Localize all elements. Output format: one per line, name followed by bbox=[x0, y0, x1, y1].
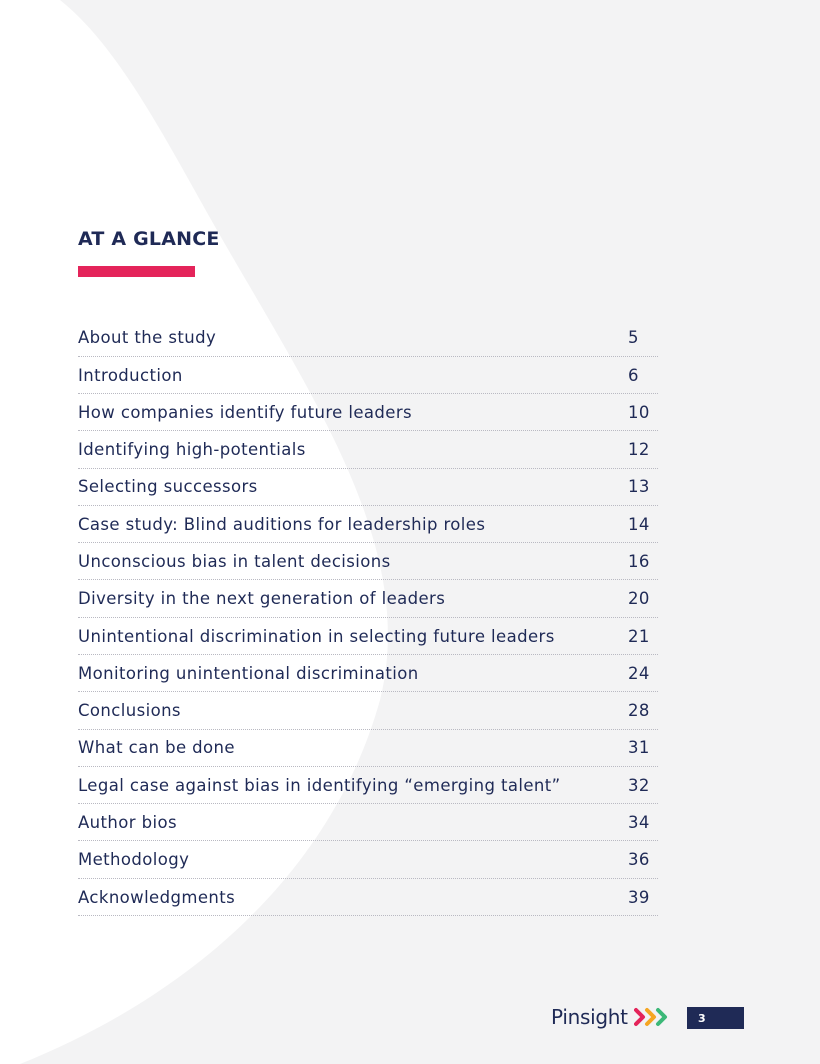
toc-entry-page: 32 bbox=[628, 775, 650, 795]
toc-entry-title: Unconscious bias in talent decisions bbox=[78, 552, 391, 572]
toc-entry[interactable] bbox=[78, 469, 658, 506]
toc-entry[interactable] bbox=[78, 506, 658, 543]
toc-entry[interactable] bbox=[78, 693, 658, 730]
toc-entry-page: 5 bbox=[628, 328, 639, 348]
toc-entry-page: 20 bbox=[628, 589, 650, 609]
toc-entry-page: 10 bbox=[628, 402, 650, 422]
toc-entry-title: Case study: Blind auditions for leadership roles bbox=[78, 514, 486, 534]
toc-entry[interactable] bbox=[78, 581, 658, 618]
toc-entry-title: Identifying high-potentials bbox=[78, 440, 306, 460]
chevrons-arrow-icon bbox=[634, 1006, 676, 1028]
toc-entry[interactable] bbox=[78, 395, 658, 432]
toc-entry-page: 31 bbox=[628, 738, 650, 758]
toc-entry-page: 34 bbox=[628, 813, 650, 832]
toc-entry-page: 12 bbox=[628, 440, 650, 460]
toc-entry-title: Unintentional discrimination in selecting future leaders bbox=[78, 626, 555, 646]
toc-entry-title: About the study bbox=[78, 328, 217, 348]
toc-entry-page: 21 bbox=[628, 626, 650, 646]
toc-entry[interactable] bbox=[78, 842, 658, 879]
toc-entry-page: 39 bbox=[628, 887, 650, 907]
toc-entry-page: 13 bbox=[628, 477, 650, 497]
toc-entry-page: 24 bbox=[628, 663, 650, 683]
toc-entry-title: Selecting successors bbox=[78, 477, 258, 497]
toc-entry[interactable] bbox=[78, 618, 658, 655]
section-heading: AT A GLANCE bbox=[78, 228, 220, 250]
page-number: 3 bbox=[698, 1011, 706, 1025]
toc-entry[interactable] bbox=[78, 767, 658, 804]
toc-entry-page: 16 bbox=[628, 552, 650, 572]
toc-entry-title: What can be done bbox=[78, 738, 235, 758]
toc-entry-page: 28 bbox=[628, 701, 650, 721]
heading-accent-bar bbox=[78, 266, 195, 277]
toc-entry[interactable] bbox=[78, 432, 658, 469]
table-of-contents bbox=[78, 320, 658, 916]
toc-entry-title: Monitoring unintentional discrimination bbox=[78, 663, 419, 683]
toc-entry-page: 6 bbox=[628, 365, 639, 385]
pinsight-logo bbox=[551, 1005, 676, 1029]
toc-entry-title: Introduction bbox=[78, 365, 183, 385]
toc-entry[interactable] bbox=[78, 730, 658, 767]
toc-entry-title: Diversity in the next generation of leaders bbox=[78, 589, 446, 609]
page-number-badge bbox=[687, 1007, 744, 1029]
toc-entry[interactable] bbox=[78, 656, 658, 693]
toc-entry-title: Acknowledgments bbox=[78, 887, 236, 907]
toc-entry-page: 14 bbox=[628, 514, 650, 534]
toc-entry[interactable] bbox=[78, 320, 658, 357]
toc-entry-title: Author bios bbox=[78, 813, 177, 832]
toc-entry-title: Conclusions bbox=[78, 701, 181, 721]
toc-entry[interactable] bbox=[78, 357, 658, 394]
toc-entry[interactable] bbox=[78, 879, 658, 916]
toc-entry-title: How companies identify future leaders bbox=[78, 402, 413, 422]
toc-entry[interactable] bbox=[78, 544, 658, 581]
toc-entry-page: 36 bbox=[628, 850, 650, 870]
toc-entry-title: Legal case against bias in identifying “emerging talent” bbox=[78, 775, 561, 795]
toc-entry[interactable] bbox=[78, 805, 658, 842]
logo-wordmark: Pinsight bbox=[551, 1005, 628, 1029]
toc-entry-title: Methodology bbox=[78, 850, 190, 870]
